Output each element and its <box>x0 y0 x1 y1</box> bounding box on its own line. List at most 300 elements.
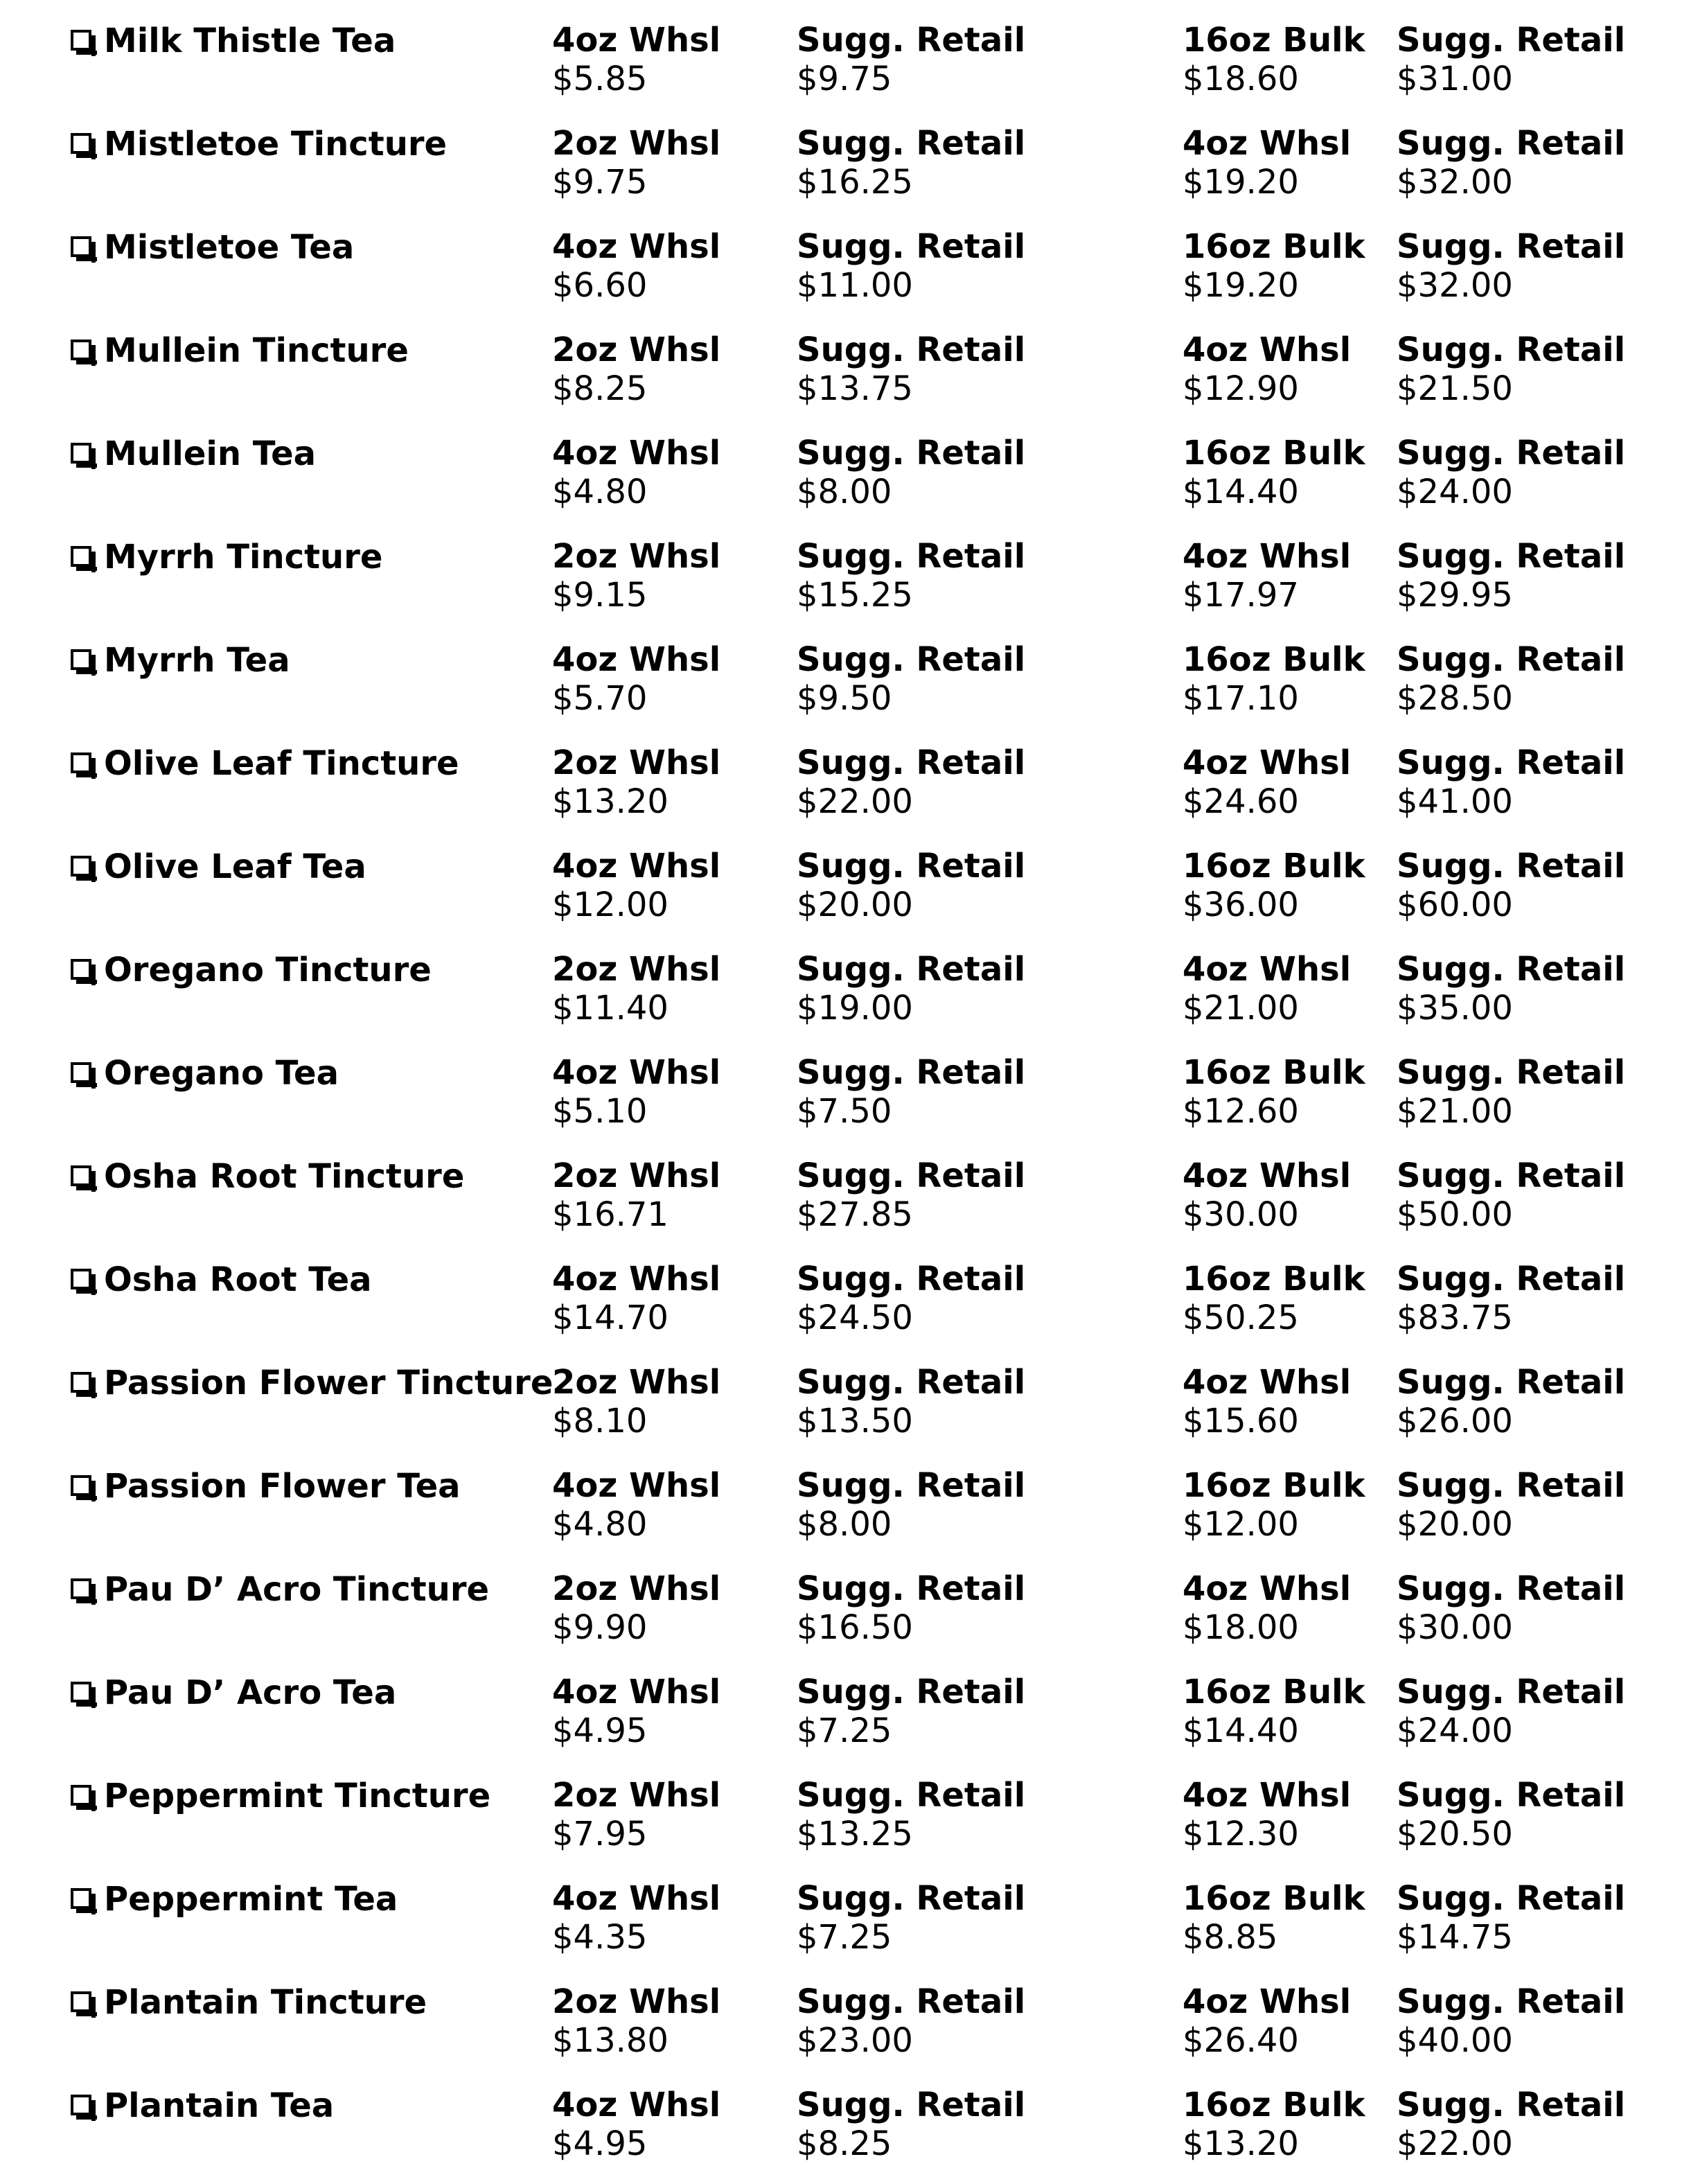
retail-1-cell <box>797 847 1025 924</box>
product-row <box>0 937 1691 1041</box>
product-row <box>0 1454 1691 1557</box>
size-2-cell <box>1183 21 1365 98</box>
size-1-cell <box>552 1879 720 1957</box>
product-row <box>0 731 1691 834</box>
retail-2-label: Sugg. Retail <box>1397 1466 1626 1505</box>
size-2-price: $17.10 <box>1183 679 1299 718</box>
product-row <box>0 1867 1691 1970</box>
product-name: Mistletoe Tea <box>104 228 355 267</box>
product-row <box>0 8 1691 112</box>
product-row <box>0 525 1691 628</box>
retail-2-cell <box>1397 1673 1625 1750</box>
retail-2-cell <box>1397 21 1625 98</box>
retail-2-cell <box>1397 1260 1625 1337</box>
retail-1-label: Sugg. Retail <box>797 743 1026 782</box>
retail-2-price: $30.00 <box>1397 1608 1513 1647</box>
product-row <box>0 421 1691 525</box>
product-row <box>0 318 1691 421</box>
size-1-price: $4.80 <box>552 473 648 511</box>
size-1-cell <box>552 950 720 1028</box>
size-2-label: 4oz Whsl <box>1183 743 1352 782</box>
retail-1-price: $8.00 <box>797 1505 892 1544</box>
product-name: Olive Leaf Tea <box>104 847 366 886</box>
size-1-label: 4oz Whsl <box>552 1260 721 1298</box>
retail-2-cell <box>1397 1156 1625 1234</box>
retail-2-label: Sugg. Retail <box>1397 1363 1626 1402</box>
retail-2-cell <box>1397 950 1625 1028</box>
retail-2-cell <box>1397 331 1625 408</box>
retail-1-price: $13.25 <box>797 1815 913 1853</box>
size-1-cell <box>552 2086 720 2163</box>
retail-1-price: $15.25 <box>797 576 913 615</box>
retail-2-price: $26.00 <box>1397 1402 1513 1441</box>
product-name-cell <box>71 1673 396 1713</box>
size-2-cell <box>1183 847 1365 924</box>
retail-2-cell <box>1397 1879 1625 1957</box>
retail-1-price: $9.50 <box>797 679 892 718</box>
size-2-price: $24.60 <box>1183 782 1299 821</box>
product-name-cell <box>71 950 432 990</box>
size-1-cell <box>552 1673 720 1750</box>
checkbox-icon[interactable] <box>71 340 91 360</box>
product-name: Myrrh Tincture <box>104 538 383 576</box>
size-1-label: 2oz Whsl <box>552 743 721 782</box>
size-2-price: $50.25 <box>1183 1298 1299 1337</box>
retail-1-label: Sugg. Retail <box>797 21 1026 60</box>
size-2-price: $19.20 <box>1183 266 1299 305</box>
size-2-cell <box>1183 1776 1351 1853</box>
retail-1-label: Sugg. Retail <box>797 1053 1026 1092</box>
product-name-cell <box>71 1879 398 1919</box>
size-1-cell <box>552 1260 720 1337</box>
retail-1-cell <box>797 21 1025 98</box>
size-1-label: 2oz Whsl <box>552 537 721 576</box>
size-1-cell <box>552 640 720 718</box>
size-1-cell <box>552 743 720 821</box>
retail-2-label: Sugg. Retail <box>1397 1053 1626 1092</box>
product-name: Mullein Tincture <box>104 331 409 370</box>
size-2-price: $21.00 <box>1183 989 1299 1028</box>
product-name: Passion Flower Tea <box>104 1467 461 1506</box>
checkbox-icon[interactable] <box>71 1165 91 1186</box>
product-name: Passion Flower Tincture <box>104 1364 554 1402</box>
retail-2-label: Sugg. Retail <box>1397 1776 1626 1815</box>
size-1-cell <box>552 1569 720 1647</box>
retail-2-price: $60.00 <box>1397 886 1513 924</box>
retail-1-price: $23.00 <box>797 2021 913 2060</box>
retail-2-price: $41.00 <box>1397 782 1513 821</box>
retail-1-label: Sugg. Retail <box>797 1260 1026 1298</box>
retail-2-cell <box>1397 743 1625 821</box>
product-name-cell <box>71 640 290 680</box>
retail-2-label: Sugg. Retail <box>1397 1673 1626 1711</box>
retail-1-label: Sugg. Retail <box>797 847 1026 886</box>
retail-1-label: Sugg. Retail <box>797 1879 1026 1918</box>
retail-1-cell <box>797 1363 1025 1441</box>
checkbox-icon[interactable] <box>71 1269 91 1289</box>
checkbox-icon[interactable] <box>71 1062 91 1083</box>
product-name-cell <box>71 1363 553 1403</box>
retail-1-price: $8.25 <box>797 2124 892 2163</box>
checkbox-icon[interactable] <box>71 1888 91 1909</box>
product-name-cell <box>71 1982 427 2023</box>
retail-2-price: $24.00 <box>1397 473 1513 511</box>
size-2-label: 16oz Bulk <box>1183 227 1365 266</box>
size-2-label: 4oz Whsl <box>1183 537 1352 576</box>
size-2-price: $12.90 <box>1183 369 1299 408</box>
size-1-price: $9.15 <box>552 576 648 615</box>
size-2-cell <box>1183 1569 1351 1647</box>
retail-1-price: $20.00 <box>797 886 913 924</box>
retail-1-label: Sugg. Retail <box>797 434 1026 473</box>
size-2-label: 16oz Bulk <box>1183 434 1365 473</box>
size-1-label: 2oz Whsl <box>552 1569 721 1608</box>
product-name-cell <box>71 21 396 61</box>
size-1-price: $13.80 <box>552 2021 669 2060</box>
size-1-price: $4.95 <box>552 2124 648 2163</box>
retail-1-cell <box>797 950 1025 1028</box>
size-1-label: 4oz Whsl <box>552 1879 721 1918</box>
size-2-price: $36.00 <box>1183 886 1299 924</box>
checkbox-icon[interactable] <box>71 1682 91 1702</box>
retail-2-cell <box>1397 1569 1625 1647</box>
product-name-cell <box>71 2086 334 2126</box>
checkbox-icon[interactable] <box>71 1578 91 1599</box>
checkbox-icon[interactable] <box>71 236 91 257</box>
size-1-label: 4oz Whsl <box>552 640 721 679</box>
size-2-cell <box>1183 2086 1365 2163</box>
product-name-cell <box>71 227 354 267</box>
size-2-price: $14.40 <box>1183 1711 1299 1750</box>
size-2-label: 16oz Bulk <box>1183 847 1365 886</box>
retail-2-cell <box>1397 2086 1625 2163</box>
retail-2-cell <box>1397 640 1625 718</box>
retail-2-label: Sugg. Retail <box>1397 331 1626 369</box>
checkbox-icon[interactable] <box>71 752 91 773</box>
checkbox-icon[interactable] <box>71 2095 91 2115</box>
size-1-cell <box>552 331 720 408</box>
retail-2-price: $32.00 <box>1397 266 1513 305</box>
retail-1-price: $13.50 <box>797 1402 913 1441</box>
product-name: Mistletoe Tincture <box>104 125 448 164</box>
retail-1-label: Sugg. Retail <box>797 537 1026 576</box>
size-2-price: $12.60 <box>1183 1092 1299 1131</box>
product-row <box>0 215 1691 318</box>
product-name: Milk Thistle Tea <box>104 21 396 60</box>
size-2-cell <box>1183 1466 1365 1544</box>
size-2-label: 4oz Whsl <box>1183 1156 1352 1195</box>
product-row <box>0 628 1691 731</box>
retail-2-label: Sugg. Retail <box>1397 2086 1626 2124</box>
retail-1-price: $19.00 <box>797 989 913 1028</box>
size-1-label: 4oz Whsl <box>552 434 721 473</box>
product-name-cell <box>71 847 366 887</box>
product-name-cell <box>71 331 409 371</box>
retail-1-cell <box>797 331 1025 408</box>
retail-1-label: Sugg. Retail <box>797 1466 1026 1505</box>
retail-1-cell <box>797 537 1025 615</box>
product-name-cell <box>71 743 459 784</box>
retail-1-cell <box>797 640 1025 718</box>
checkbox-icon[interactable] <box>71 649 91 670</box>
size-2-label: 4oz Whsl <box>1183 1363 1352 1402</box>
size-2-cell <box>1183 1879 1365 1957</box>
size-2-cell <box>1183 124 1351 202</box>
checkbox-icon[interactable] <box>71 856 91 877</box>
checkbox-icon[interactable] <box>71 546 91 567</box>
retail-2-price: $28.50 <box>1397 679 1513 718</box>
size-2-price: $30.00 <box>1183 1195 1299 1234</box>
retail-1-label: Sugg. Retail <box>797 640 1026 679</box>
retail-1-cell <box>797 2086 1025 2163</box>
retail-2-cell <box>1397 227 1625 305</box>
retail-1-price: $9.75 <box>797 60 892 98</box>
size-2-label: 16oz Bulk <box>1183 1053 1365 1092</box>
size-2-label: 4oz Whsl <box>1183 1569 1352 1608</box>
retail-1-price: $7.50 <box>797 1092 892 1131</box>
size-2-cell <box>1183 537 1351 615</box>
price-list <box>0 8 1691 2176</box>
size-1-cell <box>552 1982 720 2060</box>
size-2-label: 16oz Bulk <box>1183 21 1365 60</box>
size-1-cell <box>552 227 720 305</box>
retail-1-label: Sugg. Retail <box>797 1156 1026 1195</box>
size-1-cell <box>552 1363 720 1441</box>
size-2-price: $26.40 <box>1183 2021 1299 2060</box>
size-2-price: $15.60 <box>1183 1402 1299 1441</box>
size-2-label: 16oz Bulk <box>1183 1879 1365 1918</box>
retail-1-cell <box>797 434 1025 511</box>
retail-1-label: Sugg. Retail <box>797 1673 1026 1711</box>
checkbox-icon[interactable] <box>71 959 91 980</box>
size-2-cell <box>1183 950 1351 1028</box>
size-1-cell <box>552 1156 720 1234</box>
product-row <box>0 1763 1691 1867</box>
size-1-price: $13.20 <box>552 782 669 821</box>
product-name-cell <box>71 434 316 474</box>
retail-2-price: $20.00 <box>1397 1505 1513 1544</box>
size-2-price: $12.00 <box>1183 1505 1299 1544</box>
size-1-label: 2oz Whsl <box>552 331 721 369</box>
size-2-price: $12.30 <box>1183 1815 1299 1853</box>
retail-2-cell <box>1397 1982 1625 2060</box>
retail-1-cell <box>797 1053 1025 1131</box>
retail-1-label: Sugg. Retail <box>797 2086 1026 2124</box>
retail-2-label: Sugg. Retail <box>1397 743 1626 782</box>
size-2-price: $8.85 <box>1183 1918 1278 1957</box>
size-1-price: $11.40 <box>552 989 669 1028</box>
size-1-price: $16.71 <box>552 1195 669 1234</box>
retail-2-cell <box>1397 124 1625 202</box>
retail-2-cell <box>1397 1053 1625 1131</box>
product-name: Oregano Tea <box>104 1054 339 1093</box>
checkbox-icon[interactable] <box>71 443 91 464</box>
product-name-cell <box>71 1260 372 1300</box>
retail-1-cell <box>797 1569 1025 1647</box>
product-name: Pau D’ Acro Tincture <box>104 1570 490 1609</box>
product-name: Osha Root Tincture <box>104 1157 465 1196</box>
size-2-cell <box>1183 434 1365 511</box>
size-2-label: 16oz Bulk <box>1183 1466 1365 1505</box>
product-name-cell <box>71 1776 490 1816</box>
retail-2-label: Sugg. Retail <box>1397 950 1626 989</box>
checkbox-icon[interactable] <box>71 1785 91 1806</box>
size-1-label: 4oz Whsl <box>552 227 721 266</box>
product-row <box>0 1041 1691 1144</box>
product-name: Plantain Tincture <box>104 1983 427 2022</box>
retail-2-price: $14.75 <box>1397 1918 1513 1957</box>
retail-2-price: $24.00 <box>1397 1711 1513 1750</box>
retail-1-price: $16.25 <box>797 163 913 202</box>
size-1-price: $4.35 <box>552 1918 648 1957</box>
product-row <box>0 1557 1691 1660</box>
retail-2-price: $40.00 <box>1397 2021 1513 2060</box>
retail-1-price: $24.50 <box>797 1298 913 1337</box>
product-row <box>0 1247 1691 1350</box>
size-2-price: $17.97 <box>1183 576 1299 615</box>
checkbox-icon[interactable] <box>71 1991 91 2012</box>
retail-1-cell <box>797 1260 1025 1337</box>
size-2-cell <box>1183 743 1351 821</box>
retail-2-label: Sugg. Retail <box>1397 640 1626 679</box>
retail-2-cell <box>1397 1363 1625 1441</box>
product-name: Oregano Tincture <box>104 951 432 989</box>
retail-1-price: $7.25 <box>797 1918 892 1957</box>
retail-2-price: $83.75 <box>1397 1298 1513 1337</box>
size-1-price: $9.90 <box>552 1608 648 1647</box>
product-name-cell <box>71 537 382 577</box>
size-2-label: 16oz Bulk <box>1183 2086 1365 2124</box>
retail-2-label: Sugg. Retail <box>1397 1156 1626 1195</box>
retail-2-cell <box>1397 1466 1625 1544</box>
retail-2-label: Sugg. Retail <box>1397 1260 1626 1298</box>
retail-1-price: $8.00 <box>797 473 892 511</box>
retail-1-cell <box>797 124 1025 202</box>
product-row <box>0 1350 1691 1454</box>
retail-2-cell <box>1397 847 1625 924</box>
product-name-cell <box>71 1466 461 1506</box>
size-2-cell <box>1183 227 1365 305</box>
retail-2-cell <box>1397 434 1625 511</box>
retail-2-label: Sugg. Retail <box>1397 1569 1626 1608</box>
size-2-cell <box>1183 331 1351 408</box>
size-2-label: 16oz Bulk <box>1183 1673 1365 1711</box>
retail-1-label: Sugg. Retail <box>797 331 1026 369</box>
retail-1-cell <box>797 1156 1025 1234</box>
size-2-cell <box>1183 1053 1365 1131</box>
size-1-price: $6.60 <box>552 266 648 305</box>
size-1-price: $14.70 <box>552 1298 669 1337</box>
size-1-cell <box>552 434 720 511</box>
retail-2-label: Sugg. Retail <box>1397 434 1626 473</box>
size-2-label: 16oz Bulk <box>1183 1260 1365 1298</box>
size-1-cell <box>552 21 720 98</box>
product-name: Peppermint Tincture <box>104 1777 491 1815</box>
product-name: Peppermint Tea <box>104 1880 398 1919</box>
retail-1-cell <box>797 1673 1025 1750</box>
checkbox-icon[interactable] <box>71 1372 91 1393</box>
size-1-price: $9.75 <box>552 163 648 202</box>
product-name: Mullein Tea <box>104 434 317 473</box>
product-row <box>0 1970 1691 2073</box>
retail-2-price: $29.95 <box>1397 576 1513 615</box>
retail-1-label: Sugg. Retail <box>797 124 1026 163</box>
product-name-cell <box>71 124 447 164</box>
product-row <box>0 112 1691 215</box>
retail-1-label: Sugg. Retail <box>797 1982 1026 2021</box>
retail-1-cell <box>797 743 1025 821</box>
retail-1-cell <box>797 1879 1025 1957</box>
retail-1-price: $11.00 <box>797 266 913 305</box>
retail-2-price: $50.00 <box>1397 1195 1513 1234</box>
retail-2-label: Sugg. Retail <box>1397 21 1626 60</box>
size-2-label: 4oz Whsl <box>1183 124 1352 163</box>
size-1-label: 4oz Whsl <box>552 1053 721 1092</box>
size-2-price: $18.60 <box>1183 60 1299 98</box>
checkbox-icon[interactable] <box>71 30 91 51</box>
retail-1-cell <box>797 1982 1025 2060</box>
size-2-label: 4oz Whsl <box>1183 1982 1352 2021</box>
retail-2-label: Sugg. Retail <box>1397 1879 1626 1918</box>
product-name: Osha Root Tea <box>104 1260 372 1299</box>
size-1-price: $5.10 <box>552 1092 648 1131</box>
size-1-price: $8.10 <box>552 1402 648 1441</box>
product-name: Myrrh Tea <box>104 641 290 680</box>
size-2-label: 4oz Whsl <box>1183 1776 1352 1815</box>
retail-2-label: Sugg. Retail <box>1397 1982 1626 2021</box>
product-name-cell <box>71 1156 464 1197</box>
size-1-label: 2oz Whsl <box>552 1776 721 1815</box>
retail-2-price: $20.50 <box>1397 1815 1513 1853</box>
size-2-label: 16oz Bulk <box>1183 640 1365 679</box>
checkbox-icon[interactable] <box>71 133 91 154</box>
checkbox-icon[interactable] <box>71 1475 91 1496</box>
retail-2-label: Sugg. Retail <box>1397 124 1626 163</box>
size-2-price: $13.20 <box>1183 2124 1299 2163</box>
size-1-price: $5.85 <box>552 60 648 98</box>
size-1-label: 4oz Whsl <box>552 1673 721 1711</box>
size-1-label: 2oz Whsl <box>552 950 721 989</box>
retail-2-label: Sugg. Retail <box>1397 537 1626 576</box>
retail-1-label: Sugg. Retail <box>797 1776 1026 1815</box>
retail-1-label: Sugg. Retail <box>797 1569 1026 1608</box>
retail-1-cell <box>797 1466 1025 1544</box>
retail-2-price: $35.00 <box>1397 989 1513 1028</box>
size-1-cell <box>552 1053 720 1131</box>
size-2-cell <box>1183 1260 1365 1337</box>
size-1-label: 2oz Whsl <box>552 1156 721 1195</box>
retail-2-cell <box>1397 537 1625 615</box>
product-name: Plantain Tea <box>104 2086 335 2125</box>
size-1-cell <box>552 1776 720 1853</box>
retail-2-price: $32.00 <box>1397 163 1513 202</box>
size-2-label: 4oz Whsl <box>1183 950 1352 989</box>
retail-2-price: $21.50 <box>1397 369 1513 408</box>
retail-1-price: $13.75 <box>797 369 913 408</box>
size-1-cell <box>552 124 720 202</box>
product-name-cell <box>71 1053 339 1093</box>
retail-1-price: $16.50 <box>797 1608 913 1647</box>
size-2-price: $19.20 <box>1183 163 1299 202</box>
size-1-cell <box>552 537 720 615</box>
retail-1-cell <box>797 227 1025 305</box>
retail-1-price: $22.00 <box>797 782 913 821</box>
size-1-label: 4oz Whsl <box>552 847 721 886</box>
size-1-price: $12.00 <box>552 886 669 924</box>
size-2-label: 4oz Whsl <box>1183 331 1352 369</box>
retail-2-price: $21.00 <box>1397 1092 1513 1131</box>
retail-2-cell <box>1397 1776 1625 1853</box>
